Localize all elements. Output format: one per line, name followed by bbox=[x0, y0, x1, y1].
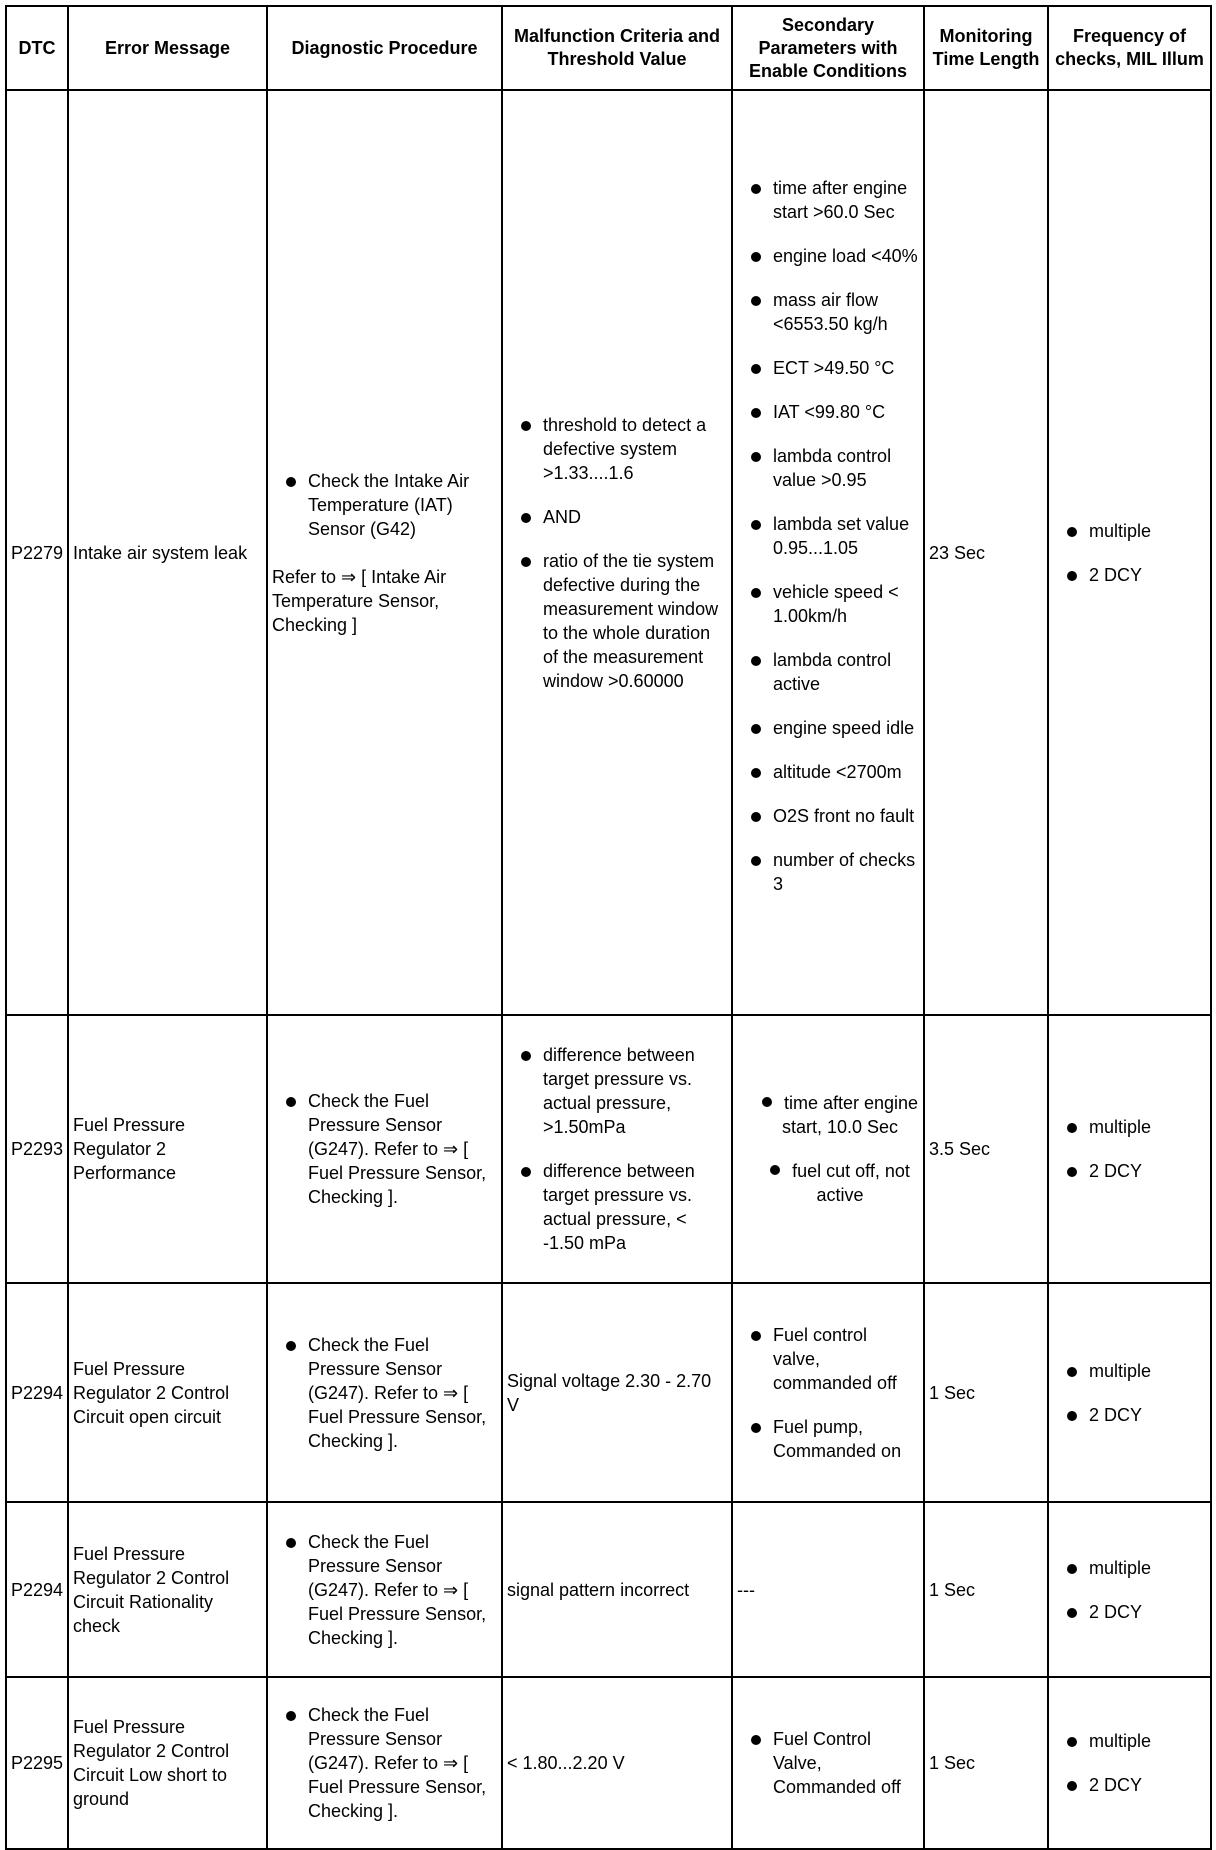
table-row bbox=[6, 1502, 1211, 1677]
dtc-code: P2279 bbox=[6, 90, 68, 1015]
secondary-parameters bbox=[732, 1283, 924, 1502]
bullet-icon bbox=[286, 1711, 296, 1721]
list-item: Fuel pump, Commanded on bbox=[737, 1415, 919, 1463]
bullet-icon bbox=[1067, 1367, 1077, 1377]
list-item: IAT <99.80 °C bbox=[737, 400, 919, 424]
list-item: lambda control value >0.95 bbox=[737, 444, 919, 492]
table-row bbox=[6, 1283, 1211, 1502]
list-item: engine speed idle bbox=[737, 716, 919, 740]
bullet-icon bbox=[286, 1097, 296, 1107]
secondary-parameters bbox=[732, 1677, 924, 1849]
bullet-icon bbox=[521, 421, 531, 431]
secondary-parameters bbox=[732, 90, 924, 1015]
list-item: 2 DCY bbox=[1053, 1159, 1206, 1183]
diagnostic-reference: Refer to ⇒ [ Intake Air Temperature Sensor, Checking ] bbox=[272, 566, 447, 635]
bullet-icon bbox=[286, 1538, 296, 1548]
list-item: 2 DCY bbox=[1053, 1403, 1206, 1427]
bullet-icon bbox=[751, 768, 761, 778]
list-item: fuel cut off, not active bbox=[737, 1159, 919, 1207]
monitoring-time: 23 Sec bbox=[924, 90, 1048, 1015]
frequency bbox=[1048, 1502, 1211, 1677]
malfunction-criteria: signal pattern incorrect bbox=[502, 1502, 732, 1677]
header-diagnostic-procedure: Diagnostic Procedure bbox=[267, 6, 502, 90]
list-item: mass air flow <6553.50 kg/h bbox=[737, 288, 919, 336]
list-item: multiple bbox=[1053, 1359, 1206, 1383]
list-item: Fuel control valve, commanded off bbox=[737, 1323, 919, 1395]
bullet-icon bbox=[751, 364, 761, 374]
header-dtc: DTC bbox=[6, 6, 68, 90]
bullet-icon bbox=[1067, 1167, 1077, 1177]
bullet-icon bbox=[751, 724, 761, 734]
table-row bbox=[6, 1677, 1211, 1849]
list-item: time after engine start >60.0 Sec bbox=[737, 176, 919, 224]
bullet-icon bbox=[751, 1331, 761, 1341]
secondary-parameters bbox=[732, 1015, 924, 1283]
header-secondary-parameters: Secondary Parameters with Enable Conditions bbox=[732, 6, 924, 90]
list-item: ratio of the tie system defective during the measurement window to the whole duration of the measurement window >0.60000 bbox=[507, 549, 727, 693]
diagnostic-procedure bbox=[267, 1502, 502, 1677]
list-item: lambda control active bbox=[737, 648, 919, 696]
list-item: 2 DCY bbox=[1053, 1600, 1206, 1624]
error-message: Fuel Pressure Regulator 2 Control Circuit open circuit bbox=[68, 1283, 267, 1502]
dtc-code: P2294 bbox=[6, 1502, 68, 1677]
error-message: Fuel Pressure Regulator 2 Control Circuit Rationality check bbox=[68, 1502, 267, 1677]
list-item: lambda set value 0.95...1.05 bbox=[737, 512, 919, 560]
table-row bbox=[6, 1015, 1211, 1283]
bullet-icon bbox=[286, 477, 296, 487]
bullet-icon bbox=[751, 856, 761, 866]
bullet-icon bbox=[751, 184, 761, 194]
monitoring-time: 3.5 Sec bbox=[924, 1015, 1048, 1283]
list-item: multiple bbox=[1053, 519, 1206, 543]
bullet-icon bbox=[521, 1051, 531, 1061]
error-message: Fuel Pressure Regulator 2 Control Circuit Low short to ground bbox=[68, 1677, 267, 1849]
list-item: multiple bbox=[1053, 1729, 1206, 1753]
list-item: Fuel Control Valve, Commanded off bbox=[737, 1727, 919, 1799]
bullet-icon bbox=[1067, 527, 1077, 537]
bullet-icon bbox=[1067, 1781, 1077, 1791]
list-item: O2S front no fault bbox=[737, 804, 919, 828]
monitoring-time: 1 Sec bbox=[924, 1283, 1048, 1502]
list-item: vehicle speed < 1.00km/h bbox=[737, 580, 919, 628]
bullet-icon bbox=[751, 408, 761, 418]
bullet-icon bbox=[1067, 1411, 1077, 1421]
list-item: Check the Fuel Pressure Sensor (G247). Refer to ⇒ [ Fuel Pressure Sensor, Checking ]. bbox=[272, 1703, 497, 1823]
header-row bbox=[6, 6, 1211, 90]
bullet-icon bbox=[521, 557, 531, 567]
header-malfunction-criteria: Malfunction Criteria and Threshold Value bbox=[502, 6, 732, 90]
diagnostic-procedure bbox=[267, 90, 502, 1015]
list-item: time after engine start, 10.0 Sec bbox=[737, 1091, 919, 1139]
bullet-icon bbox=[770, 1165, 780, 1175]
bullet-icon bbox=[751, 296, 761, 306]
bullet-icon bbox=[751, 588, 761, 598]
bullet-icon bbox=[1067, 1123, 1077, 1133]
list-item: 2 DCY bbox=[1053, 1773, 1206, 1797]
dtc-code: P2294 bbox=[6, 1283, 68, 1502]
bullet-icon bbox=[1067, 571, 1077, 581]
bullet-icon bbox=[521, 1167, 531, 1177]
bullet-icon bbox=[751, 520, 761, 530]
bullet-icon bbox=[521, 513, 531, 523]
list-item: Check the Fuel Pressure Sensor (G247). Refer to ⇒ [ Fuel Pressure Sensor, Checking ]. bbox=[272, 1333, 497, 1453]
frequency bbox=[1048, 90, 1211, 1015]
dtc-code: P2293 bbox=[6, 1015, 68, 1283]
error-message: Intake air system leak bbox=[68, 90, 267, 1015]
bullet-icon bbox=[751, 656, 761, 666]
error-message: Fuel Pressure Regulator 2 Performance bbox=[68, 1015, 267, 1283]
malfunction-criteria bbox=[502, 1015, 732, 1283]
dtc-code: P2295 bbox=[6, 1677, 68, 1849]
list-item: Check the Fuel Pressure Sensor (G247). Refer to ⇒ [ Fuel Pressure Sensor, Checking ]. bbox=[272, 1530, 497, 1650]
diagnostic-procedure bbox=[267, 1283, 502, 1502]
diagnostic-procedure bbox=[267, 1677, 502, 1849]
list-item: difference between target pressure vs. actual pressure, >1.50mPa bbox=[507, 1043, 727, 1139]
header-error-message: Error Message bbox=[68, 6, 267, 90]
malfunction-criteria bbox=[502, 90, 732, 1015]
bullet-icon bbox=[751, 252, 761, 262]
table-row bbox=[6, 90, 1211, 1015]
header-monitoring-time: Monitoring Time Length bbox=[924, 6, 1048, 90]
list-item: engine load <40% bbox=[737, 244, 919, 268]
frequency bbox=[1048, 1677, 1211, 1849]
bullet-icon bbox=[286, 1341, 296, 1351]
malfunction-criteria: Signal voltage 2.30 - 2.70 V bbox=[502, 1283, 732, 1502]
list-item: altitude <2700m bbox=[737, 760, 919, 784]
list-item: difference between target pressure vs. actual pressure, < -1.50 mPa bbox=[507, 1159, 727, 1255]
bullet-icon bbox=[751, 1423, 761, 1433]
frequency bbox=[1048, 1015, 1211, 1283]
dtc-table bbox=[5, 5, 1212, 1850]
malfunction-criteria: < 1.80...2.20 V bbox=[502, 1677, 732, 1849]
list-item: number of checks 3 bbox=[737, 848, 919, 896]
list-item: ECT >49.50 °C bbox=[737, 356, 919, 380]
bullet-icon bbox=[1067, 1737, 1077, 1747]
secondary-parameters: --- bbox=[732, 1502, 924, 1677]
bullet-icon bbox=[751, 812, 761, 822]
diagnostic-procedure bbox=[267, 1015, 502, 1283]
list-item: threshold to detect a defective system >1.33....1.6 bbox=[507, 413, 727, 485]
monitoring-time: 1 Sec bbox=[924, 1677, 1048, 1849]
bullet-icon bbox=[751, 1735, 761, 1745]
bullet-icon bbox=[751, 452, 761, 462]
list-item: Check the Fuel Pressure Sensor (G247). Refer to ⇒ [ Fuel Pressure Sensor, Checking ]. bbox=[272, 1089, 497, 1209]
list-item: Check the Intake Air Temperature (IAT) Sensor (G42) bbox=[272, 469, 497, 541]
bullet-icon bbox=[1067, 1608, 1077, 1618]
bullet-icon bbox=[762, 1097, 772, 1107]
frequency bbox=[1048, 1283, 1211, 1502]
bullet-icon bbox=[1067, 1564, 1077, 1574]
monitoring-time: 1 Sec bbox=[924, 1502, 1048, 1677]
list-item: 2 DCY bbox=[1053, 563, 1206, 587]
list-item: multiple bbox=[1053, 1556, 1206, 1580]
list-item: AND bbox=[507, 505, 727, 529]
header-frequency: Frequency of checks, MIL Illum bbox=[1048, 6, 1211, 90]
list-item: multiple bbox=[1053, 1115, 1206, 1139]
diagnostic-list bbox=[272, 469, 497, 541]
